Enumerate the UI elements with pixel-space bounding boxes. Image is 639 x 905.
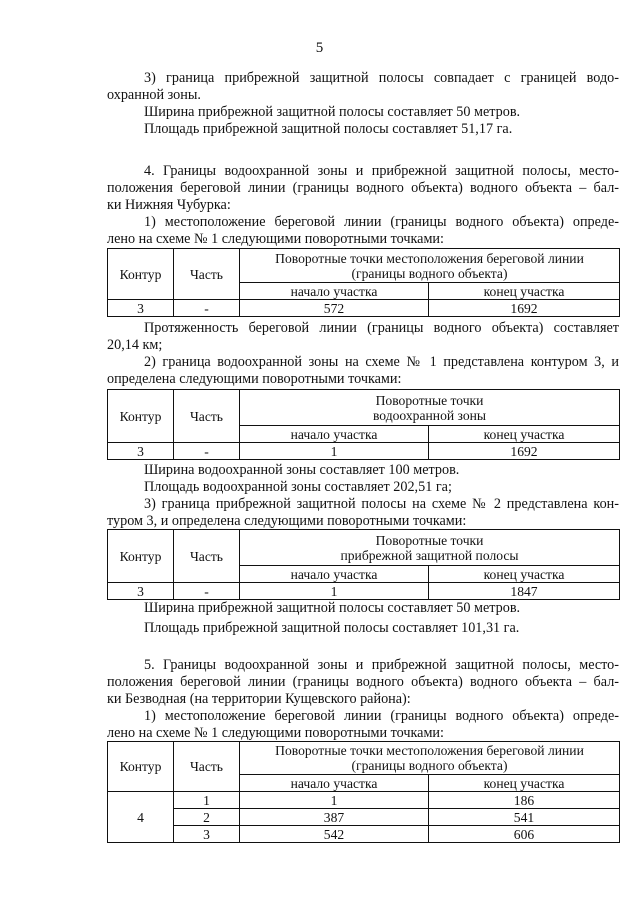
cell-start: 1 bbox=[240, 583, 429, 600]
cell-chast: 3 bbox=[174, 826, 240, 843]
text-line: 2) граница водоохранной зоны на схеме № 1 представлена контуром 3, и bbox=[144, 354, 619, 370]
header-points bbox=[240, 249, 620, 283]
cell-start: 1 bbox=[240, 443, 429, 460]
cell-end: 1692 bbox=[429, 443, 620, 460]
cell-kontur: 3 bbox=[108, 300, 174, 317]
text-line: ки Нижняя Чубурка: bbox=[107, 197, 231, 213]
text-line: Ширина прибрежной защитной полосы составляет 50 метров. bbox=[144, 600, 521, 616]
cell-end: 186 bbox=[429, 792, 620, 809]
header-end: конец участка bbox=[429, 426, 620, 443]
cell-end: 1692 bbox=[429, 300, 620, 317]
header-points bbox=[240, 742, 620, 775]
header-kontur: Контур bbox=[108, 742, 174, 792]
page-number: 5 bbox=[315, 40, 324, 56]
text-line: Площадь прибрежной защитной полосы составляет 51,17 га. bbox=[144, 121, 513, 137]
header-line: Поворотные точки bbox=[375, 392, 484, 408]
cell-chast: - bbox=[174, 443, 240, 460]
table-row bbox=[108, 826, 620, 843]
table-row bbox=[108, 792, 620, 809]
text-line: ки Безводная (на территории Кущевского района): bbox=[107, 691, 411, 707]
header-kontur: Контур bbox=[108, 530, 174, 583]
cell-start: 1 bbox=[240, 792, 429, 809]
table-row bbox=[108, 300, 620, 317]
header-kontur: Контур bbox=[108, 249, 174, 300]
text-line: Ширина прибрежной защитной полосы составляет 50 метров. bbox=[144, 104, 521, 120]
table-row bbox=[108, 443, 620, 460]
section-5-heading bbox=[107, 657, 619, 742]
cell-chast: - bbox=[174, 583, 240, 600]
section-4-heading bbox=[107, 163, 619, 248]
header-chast: Часть bbox=[174, 742, 240, 792]
header-start: начало участка bbox=[240, 566, 429, 583]
header-chast: Часть bbox=[174, 249, 240, 300]
cell-kontur: 3 bbox=[108, 583, 174, 600]
paragraph-s4-length bbox=[107, 320, 619, 388]
cell-start: 542 bbox=[240, 826, 429, 843]
cell-chast: 2 bbox=[174, 809, 240, 826]
paragraph-s4-zone bbox=[107, 462, 619, 530]
cell-start: 572 bbox=[240, 300, 429, 317]
text-line: Площадь прибрежной защитной полосы составляет 101,31 га. bbox=[144, 620, 520, 636]
header-chast: Часть bbox=[174, 390, 240, 443]
table-coastal-strip bbox=[107, 529, 620, 600]
header-chast: Часть bbox=[174, 530, 240, 583]
text-line: охранной зоны. bbox=[107, 87, 201, 103]
header-line: (границы водного объекта) bbox=[351, 265, 508, 281]
text-line: определена следующими поворотными точками: bbox=[107, 371, 402, 387]
header-line: Поворотные точки местоположения береговой линии bbox=[275, 743, 584, 758]
text-line: 3) граница прибрежной защитной полосы совпадает с границей водо- bbox=[144, 70, 619, 86]
header-kontur: Контур bbox=[108, 390, 174, 443]
text-line: 4. Границы водоохранной зоны и прибрежной защитной полосы, место- bbox=[144, 163, 619, 179]
text-line: 20,14 км; bbox=[107, 337, 163, 353]
header-end: конец участка bbox=[429, 775, 620, 792]
text-line: Протяженность береговой линии (границы водного объекта) составляет bbox=[144, 320, 619, 336]
header-end: конец участка bbox=[429, 283, 620, 300]
header-line: Поворотные точки местоположения береговой линии bbox=[275, 250, 584, 266]
cell-kontur: 4 bbox=[108, 792, 174, 843]
text-line: положения береговой линии (границы водного объекта) водного объекта – бал- bbox=[107, 674, 619, 690]
table-row bbox=[108, 809, 620, 826]
table-row bbox=[108, 583, 620, 600]
text-line: Площадь водоохранной зоны составляет 202,51 га; bbox=[144, 479, 452, 495]
cell-start: 387 bbox=[240, 809, 429, 826]
text-line: лено на схеме № 1 следующими поворотными точками: bbox=[107, 725, 444, 741]
text-line: 3) граница прибрежной защитной полосы на схеме № 2 представлена кон- bbox=[144, 496, 619, 512]
table-water-protection-zone bbox=[107, 389, 620, 460]
text-line: 1) местоположение береговой линии (границы водного объекта) опреде- bbox=[144, 708, 619, 724]
text-line: Ширина водоохранной зоны составляет 100 метров. bbox=[144, 462, 460, 478]
header-line: (границы водного объекта) bbox=[351, 758, 508, 773]
text-line: 5. Границы водоохранной зоны и прибрежной защитной полосы, место- bbox=[144, 657, 619, 673]
text-line: туром 3, и определена следующими поворотными точками: bbox=[107, 513, 467, 529]
text-line: 1) местоположение береговой линии (границы водного объекта) опреде- bbox=[144, 214, 619, 230]
cell-kontur: 3 bbox=[108, 443, 174, 460]
header-start: начало участка bbox=[240, 283, 429, 300]
cell-end: 606 bbox=[429, 826, 620, 843]
header-line: Поворотные точки bbox=[375, 532, 484, 548]
text-line: положения береговой линии (границы водного объекта) водного объекта – бал- bbox=[107, 180, 619, 196]
table-shoreline-points-1 bbox=[107, 248, 620, 317]
cell-end: 541 bbox=[429, 809, 620, 826]
paragraph-s4-strip bbox=[107, 600, 619, 637]
table-shoreline-points-2 bbox=[107, 741, 620, 843]
cell-chast: 1 bbox=[174, 792, 240, 809]
cell-end: 1847 bbox=[429, 583, 620, 600]
header-points bbox=[240, 530, 620, 566]
text-line: лено на схеме № 1 следующими поворотными точками: bbox=[107, 231, 444, 247]
header-start: начало участка bbox=[240, 426, 429, 443]
header-line: прибрежной защитной полосы bbox=[340, 547, 519, 563]
cell-chast: - bbox=[174, 300, 240, 317]
paragraph-s3 bbox=[107, 70, 619, 138]
header-line: водоохранной зоны bbox=[372, 407, 487, 423]
header-start: начало участка bbox=[240, 775, 429, 792]
header-points bbox=[240, 390, 620, 426]
header-end: конец участка bbox=[429, 566, 620, 583]
